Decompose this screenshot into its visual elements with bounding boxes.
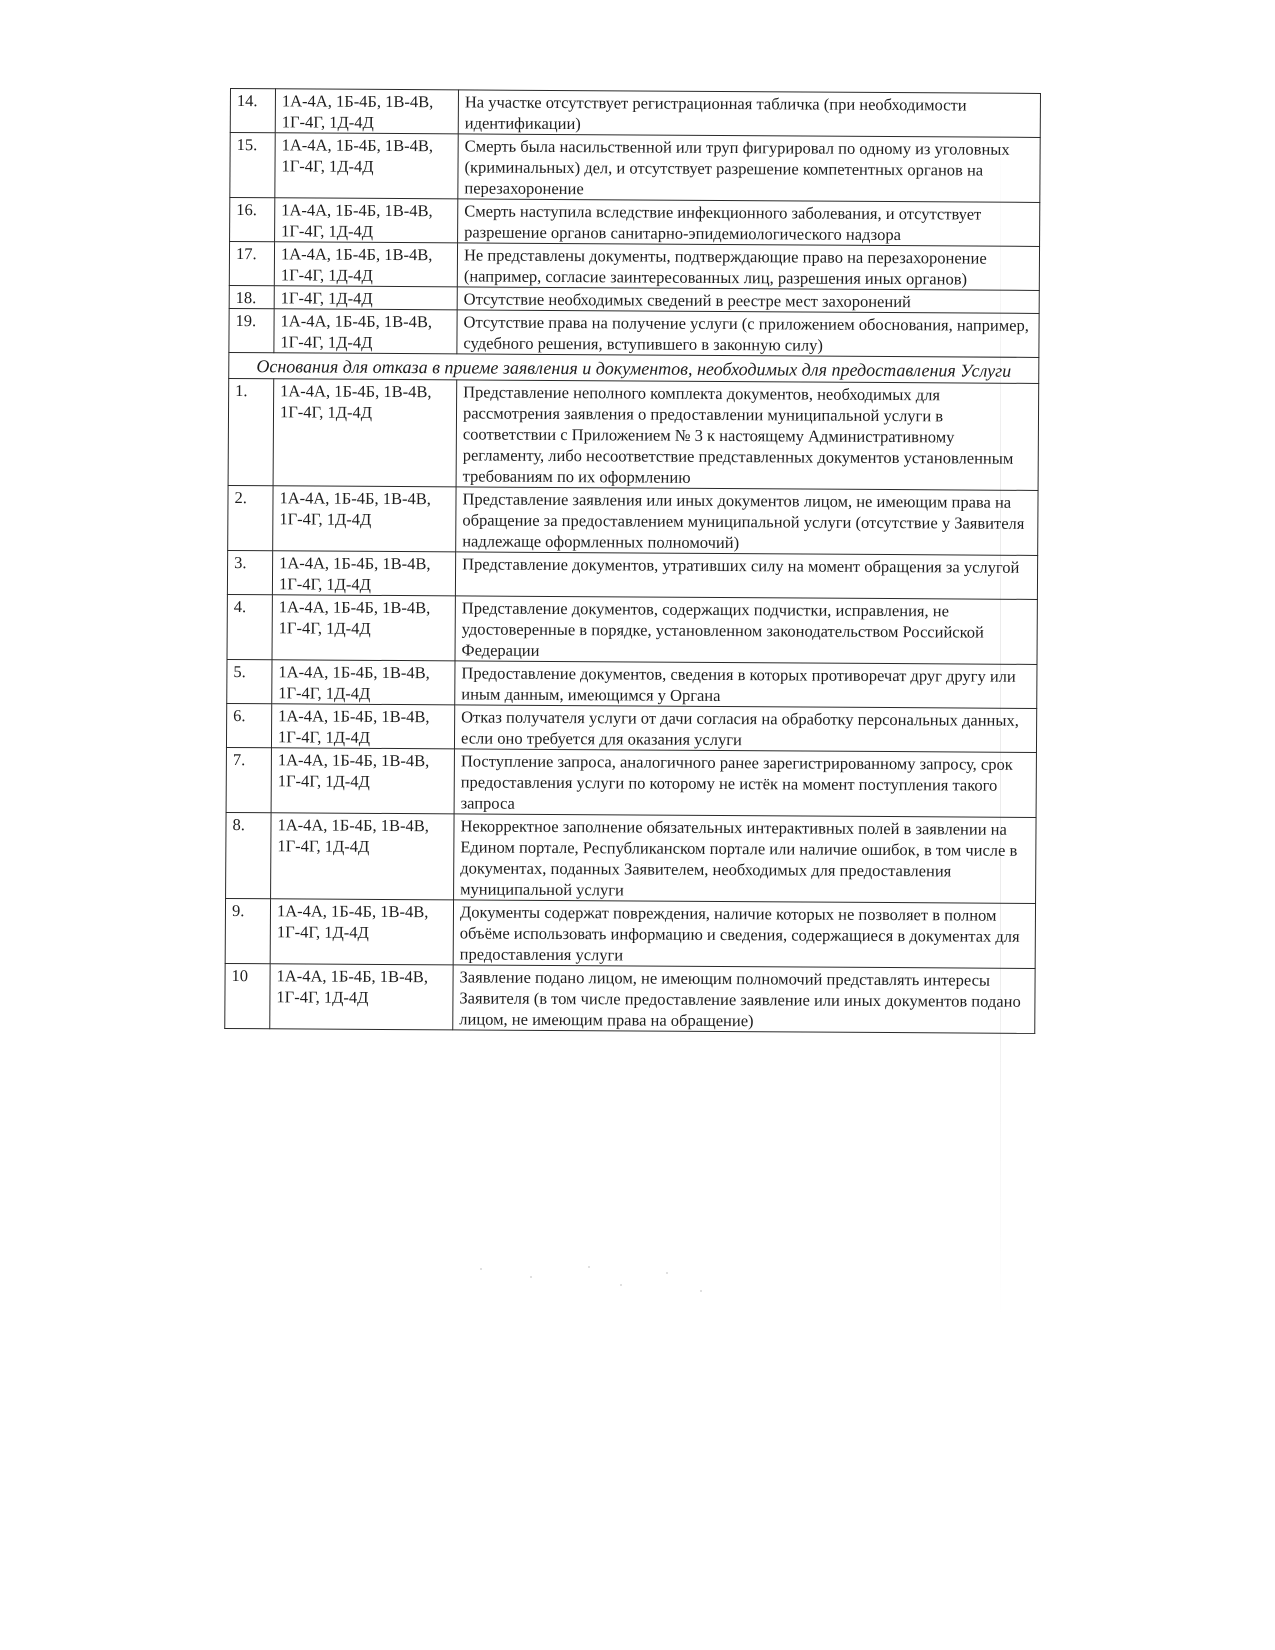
- row-text: Не представлены документы, подтверждающие право на перезахоронение (например, согласие заинтересованных лиц, разрешения иных органов): [457, 243, 1039, 291]
- row-number: 15.: [230, 133, 275, 198]
- section-heading: Основания для отказа в приеме заявления и документов, необходимых для предоставления Услуги: [229, 352, 1039, 383]
- row-text: Представление документов, утративших силу на момент обращения за услугой: [455, 552, 1037, 600]
- table-row: [228, 378, 1039, 490]
- row-number: 10: [225, 963, 270, 1028]
- row-codes: 1А-4А, 1Б-4Б, 1В-4В, 1Г-4Г, 1Д-4Д: [271, 813, 455, 900]
- table-row: [225, 898, 1035, 968]
- table-row: [227, 550, 1037, 599]
- table-row: [229, 308, 1039, 357]
- table-row: [227, 659, 1037, 708]
- row-codes: 1Г-4Г, 1Д-4Д: [274, 286, 457, 310]
- row-number: 14.: [230, 89, 275, 133]
- row-codes: 1А-4А, 1Б-4Б, 1В-4В, 1Г-4Г, 1Д-4Д: [273, 486, 456, 552]
- row-text: На участке отсутствует регистрационная табличка (при необходимости идентификации): [458, 90, 1040, 138]
- row-number: 16.: [230, 198, 275, 242]
- row-text: Предоставление документов, сведения в которых противоречат друг другу или иным данным, имеющимся у Органа: [455, 661, 1037, 709]
- row-number: 2.: [228, 485, 273, 550]
- row-codes: 1А-4А, 1Б-4Б, 1В-4В, 1Г-4Г, 1Д-4Д: [272, 551, 455, 596]
- row-text: Отказ получателя услуги от дачи согласия на обработку персональных данных, если оно требуется для оказания услуги: [454, 705, 1036, 753]
- row-text: Некорректное заполнение обязательных интерактивных полей в заявлении на Едином портале, Республиканском портале или наличие ошибок, в том числе в документах, поданных Заявителем, необходимых для предоставления муниципальной услуги: [454, 814, 1037, 904]
- row-text: Представление заявления или иных документов лицом, не имеющим права на обращение за предоставлением муниципальной услуги (отсутствие у Заявителя надлежаще оформленных полномочий): [456, 487, 1038, 556]
- row-text: Представление документов, содержащих подчистки, исправления, не удостоверенные в порядке, установленном законодательством Российской Федерации: [455, 596, 1037, 665]
- row-codes: 1А-4А, 1Б-4Б, 1В-4В, 1Г-4Г, 1Д-4Д: [275, 198, 458, 243]
- row-text: Поступление запроса, аналогичного ранее зарегистрированному запросу, срок предоставления услуги по которому не истёк на момент поступления такого запроса: [454, 749, 1036, 818]
- table-row: [230, 89, 1040, 138]
- row-codes: 1А-4А, 1Б-4Б, 1В-4В, 1Г-4Г, 1Д-4Д: [270, 899, 453, 965]
- row-text: Заявление подано лицом, не имеющим полномочий представлять интересы Заявителя (в том числе предоставление заявление или иных документов подано лицом, не имеющим права на обращение): [453, 965, 1035, 1034]
- row-codes: 1А-4А, 1Б-4Б, 1В-4В, 1Г-4Г, 1Д-4Д: [274, 242, 457, 287]
- row-text: Отсутствие права на получение услуги (с приложением обоснования, например, судебного решения, вступившего в законную силу): [457, 310, 1039, 358]
- table-row: [226, 703, 1036, 752]
- row-number: 6.: [226, 703, 271, 747]
- row-codes: 1А-4А, 1Б-4Б, 1В-4В, 1Г-4Г, 1Д-4Д: [271, 748, 454, 814]
- row-number: 18.: [229, 285, 274, 308]
- table-row: [230, 133, 1040, 203]
- grounds-table: [224, 88, 1041, 1034]
- table-row: [227, 594, 1037, 664]
- row-number: 3.: [227, 550, 272, 594]
- row-text: Документы содержат повреждения, наличие которых не позволяет в полном объёме использовать информацию и сведения, содержащиеся в документах для предоставления услуги: [453, 900, 1035, 969]
- row-text: Смерть наступила вследствие инфекционного заболевания, и отсутствует разрешение органов санитарно-эпидемиологического надзора: [458, 199, 1040, 247]
- scan-noise: [470, 1262, 710, 1302]
- table-row: [226, 747, 1036, 817]
- row-number: 7.: [226, 747, 271, 812]
- table-row: [225, 963, 1035, 1033]
- row-codes: 1А-4А, 1Б-4Б, 1В-4В, 1Г-4Г, 1Д-4Д: [273, 379, 457, 487]
- table-row: [230, 198, 1040, 247]
- row-codes: 1А-4А, 1Б-4Б, 1В-4В, 1Г-4Г, 1Д-4Д: [275, 89, 458, 134]
- row-text: Смерть была насильственной или труп фигурировал по одному из уголовных (криминальных) дел, и отсутствует разрешение компетентных органов на перезахоронение: [458, 134, 1040, 203]
- table-row: [228, 485, 1038, 555]
- table-row: [226, 812, 1037, 903]
- row-number: 17.: [229, 242, 274, 286]
- row-number: 4.: [227, 594, 272, 659]
- row-codes: 1А-4А, 1Б-4Б, 1В-4В, 1Г-4Г, 1Д-4Д: [275, 133, 458, 199]
- row-number: 5.: [227, 659, 272, 703]
- table-row: [229, 242, 1039, 291]
- row-number: 1.: [228, 378, 274, 485]
- row-text: Отсутствие необходимых сведений в реестре мест захоронений: [457, 287, 1039, 314]
- row-number: 19.: [229, 308, 274, 352]
- row-number: 8.: [226, 812, 272, 898]
- row-codes: 1А-4А, 1Б-4Б, 1В-4В, 1Г-4Г, 1Д-4Д: [272, 660, 455, 705]
- row-number: 9.: [225, 898, 270, 963]
- row-codes: 1А-4А, 1Б-4Б, 1В-4В, 1Г-4Г, 1Д-4Д: [270, 964, 453, 1030]
- row-text: Представление неполного комплекта документов, необходимых для рассмотрения заявления о предоставлении муниципальной услуги в соответствии с Приложением № 3 к настоящему Административному регламенту, либо несоответствие представленных документов установленным требованиям по их оформлению: [456, 380, 1039, 491]
- row-codes: 1А-4А, 1Б-4Б, 1В-4В, 1Г-4Г, 1Д-4Д: [274, 309, 457, 354]
- row-codes: 1А-4А, 1Б-4Б, 1В-4В, 1Г-4Г, 1Д-4Д: [272, 595, 455, 661]
- row-codes: 1А-4А, 1Б-4Б, 1В-4В, 1Г-4Г, 1Д-4Д: [271, 704, 454, 749]
